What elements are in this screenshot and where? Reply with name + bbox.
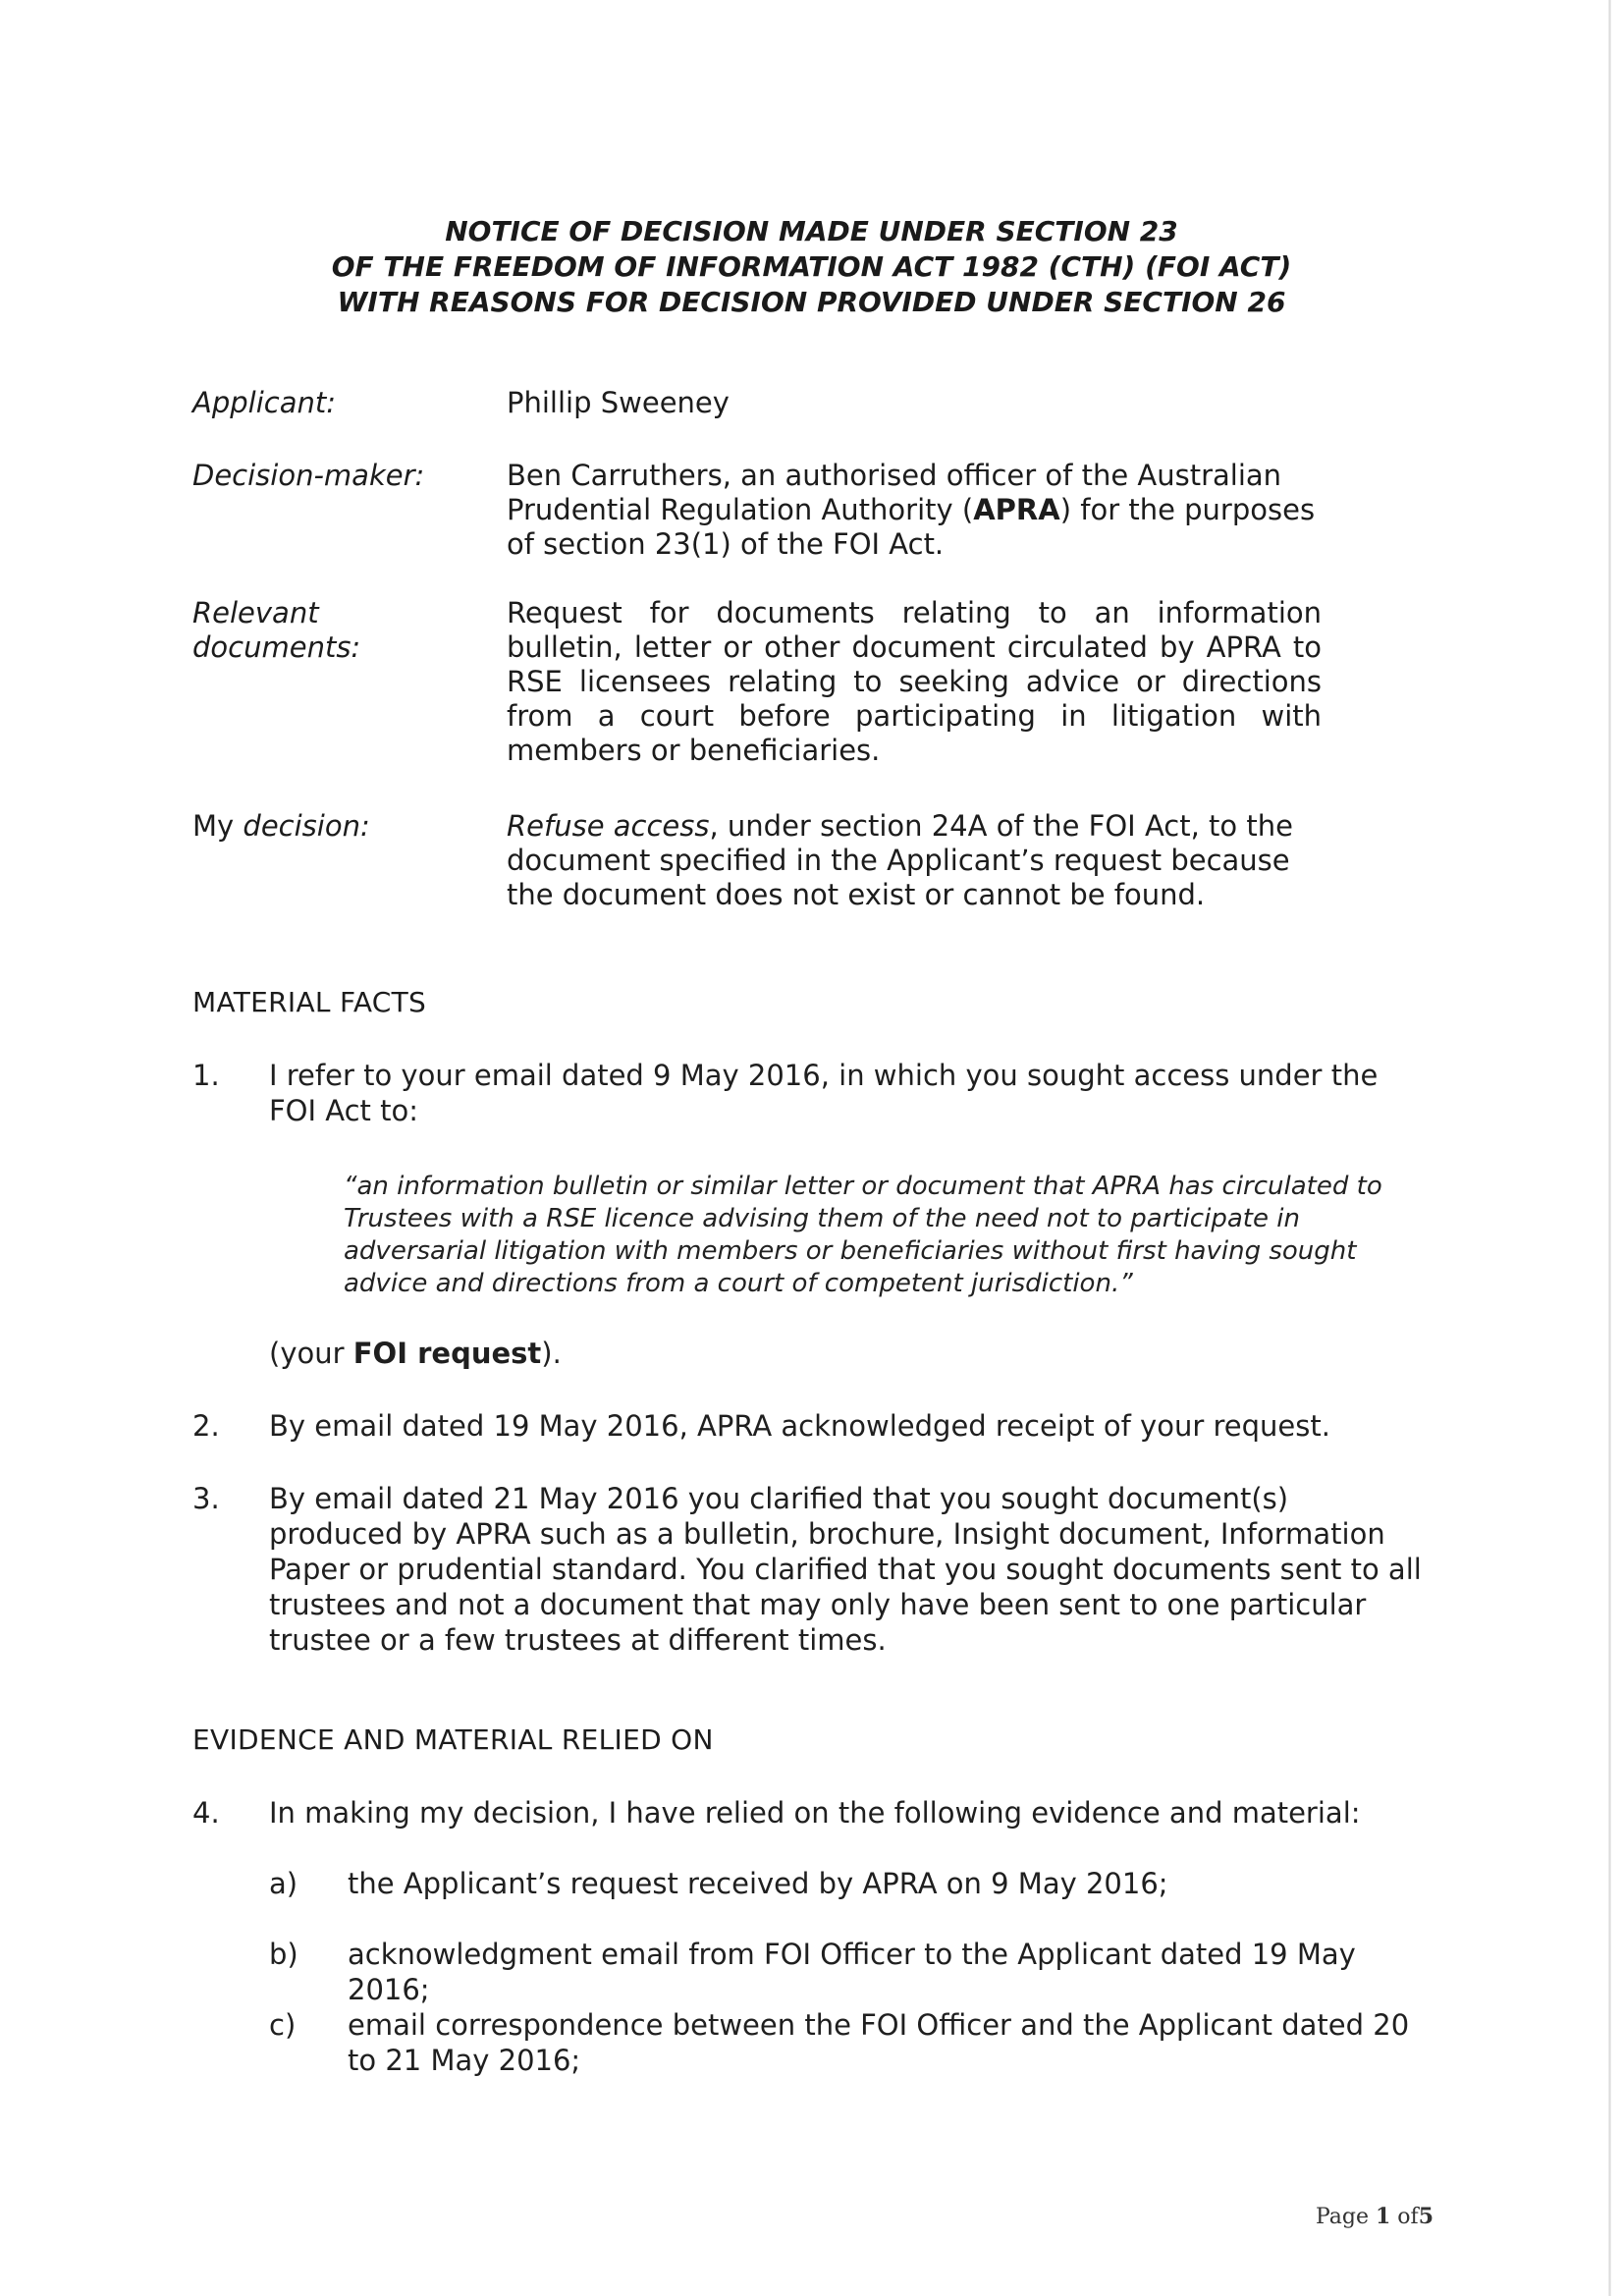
decision-maker-value bbox=[507, 459, 1322, 562]
paragraph-text: In making my decision, I have relied on the following evidence and material: bbox=[269, 1796, 1361, 1830]
paragraph-text: I refer to your email dated 9 May 2016, in which you sought access under the FOI Act to: bbox=[269, 1059, 1379, 1127]
my-decision-label bbox=[192, 809, 487, 844]
document-title bbox=[0, 214, 1623, 320]
page-total: 5 bbox=[1418, 2204, 1434, 2229]
page-number bbox=[1276, 2204, 1434, 2229]
my-decision-value bbox=[507, 809, 1322, 912]
definition-open: (your bbox=[269, 1337, 353, 1370]
title-line-1: NOTICE OF DECISION MADE UNDER SECTION 23 bbox=[445, 215, 1178, 247]
definition-close: ). bbox=[541, 1337, 562, 1370]
title-line-3: WITH REASONS FOR DECISION PROVIDED UNDER SECTION 26 bbox=[337, 286, 1286, 318]
title-line-2: OF THE FREEDOM OF INFORMATION ACT 1982 (CTH) (FOI ACT) bbox=[331, 250, 1292, 283]
item-label: b) bbox=[269, 1938, 298, 1971]
paragraph-number: 1. bbox=[192, 1059, 220, 1092]
paragraph-text: By email dated 19 May 2016, APRA acknowledged receipt of your request. bbox=[269, 1409, 1330, 1443]
material-facts-heading: MATERIAL FACTS bbox=[192, 986, 427, 1018]
refuse-access-term: Refuse access bbox=[507, 809, 710, 843]
apra-defined-term: APRA bbox=[973, 493, 1060, 526]
decision-maker-label: Decision-maker: bbox=[192, 459, 425, 492]
my-decision-text: , under section 24A of the FOI Act, to the document specified in the Applicant’s request because the document does not exist or cannot be found. bbox=[507, 809, 1293, 911]
page-word: Page bbox=[1315, 2205, 1369, 2229]
paragraph-number: 4. bbox=[192, 1796, 220, 1830]
my-decision-label-italic: decision: bbox=[243, 809, 370, 843]
item-label: c) bbox=[269, 2008, 297, 2042]
my-decision-label-plain: My bbox=[192, 809, 243, 843]
paragraph-text: By email dated 21 May 2016 you clarified that you sought document(s) produced by APRA such as a bulletin, brochure, Insight document, Information Paper or prudential standard. You clarified that you sought documents sent to all trustees and not a document that may only have been sent to one particular trustee or a few trustees at different times. bbox=[269, 1482, 1422, 1657]
item-text: the Applicant’s request received by APRA on 9 May 2016; bbox=[348, 1867, 1168, 1900]
relevant-documents-label bbox=[192, 596, 487, 665]
page-edge-shadow bbox=[1608, 0, 1611, 2296]
item-text: acknowledgment email from FOI Officer to the Applicant dated 19 May 2016; bbox=[348, 1938, 1356, 2006]
relevant-label-line-2: documents: bbox=[192, 630, 361, 664]
applicant-value: Phillip Sweeney bbox=[507, 386, 730, 419]
relevant-label-line-1: Relevant bbox=[192, 596, 319, 629]
decision-maker-text-2: ) for the purposes of section 23(1) of the FOI Act. bbox=[507, 493, 1316, 561]
paragraph-number: 3. bbox=[192, 1482, 220, 1515]
quoted-request: “an information bulletin or similar letter or document that APRA has circulated to Trustees with a RSE licence advising them of the need not to participate in adversarial litigation with members or beneficiaries without first having sought advice and directions from a court of competent jurisdiction.” bbox=[344, 1172, 1382, 1298]
evidence-heading: EVIDENCE AND MATERIAL RELIED ON bbox=[192, 1723, 714, 1756]
page-current: 1 bbox=[1375, 2204, 1391, 2229]
decision-maker-text-1: Ben Carruthers, an authorised officer of the Australian Prudential Regulation Authority ( bbox=[507, 459, 1282, 526]
foi-request-definition bbox=[269, 1336, 1506, 1371]
of-word: of bbox=[1397, 2205, 1419, 2229]
applicant-label: Applicant: bbox=[192, 386, 337, 419]
item-text: email correspondence between the FOI Officer and the Applicant dated 20 to 21 May 2016; bbox=[348, 2008, 1410, 2077]
relevant-documents-value: Request for documents relating to an information bulletin, letter or other document circulated by APRA to RSE licensees relating to seeking advice or directions from a court before participating in litigation with members or beneficiaries. bbox=[507, 596, 1322, 767]
paragraph-number: 2. bbox=[192, 1409, 220, 1443]
item-label: a) bbox=[269, 1867, 298, 1900]
foi-request-term: FOI request bbox=[352, 1337, 542, 1370]
